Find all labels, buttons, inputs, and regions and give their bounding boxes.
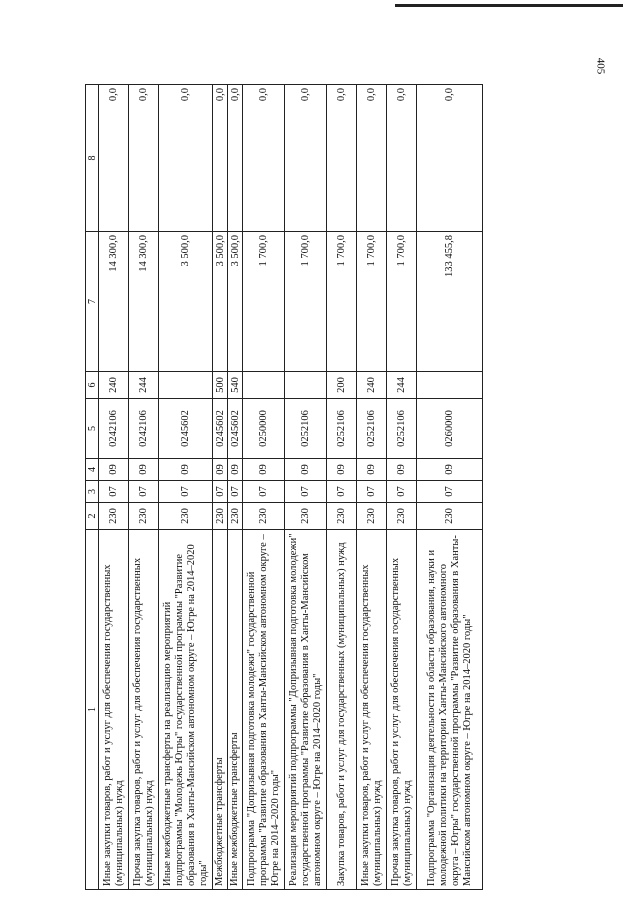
header-cell: 1 (86, 530, 99, 890)
row-cell-c6 (285, 372, 327, 399)
table-row (228, 85, 243, 890)
row-cell-c4: 09 (159, 459, 213, 481)
row-cell-c5: 0252106 (285, 399, 327, 459)
row-cell-c2: 230 (417, 503, 483, 530)
row-cell-c2: 230 (228, 503, 243, 530)
row-cell-c4: 09 (417, 459, 483, 481)
row-cell-c6: 540 (228, 372, 243, 399)
row-cell-c5: 0245602 (213, 399, 228, 459)
row-cell-c4: 09 (129, 459, 159, 481)
row-cell-c3: 07 (159, 481, 213, 503)
row-cell-c6: 240 (357, 372, 387, 399)
row-cell-c2: 230 (243, 503, 285, 530)
table-row (357, 85, 387, 890)
row-cell-c4: 09 (213, 459, 228, 481)
row-cell-c8: 0,0 (129, 85, 159, 232)
row-cell-c2: 230 (129, 503, 159, 530)
page-number: 405 (594, 57, 607, 75)
row-cell-c8: 0,0 (285, 85, 327, 232)
table-body (99, 85, 483, 890)
row-description: Прочая закупка товаров, работ и услуг для обеспечения государственных (муниципальных) нужд (129, 530, 159, 890)
row-cell-c6 (159, 372, 213, 399)
rotated-budget-table (85, 85, 530, 890)
header-cell: 3 (86, 481, 99, 503)
row-cell-c7: 1 700,0 (357, 232, 387, 372)
row-description: Иные закупки товаров, работ и услуг для обеспечения государственных (муниципальных) нужд (357, 530, 387, 890)
header-cell: 2 (86, 503, 99, 530)
row-description: Подпрограмма "Допризывная подготовка молодежи" государственной программы "Развитие образования в Ханты-Мансийском автономном округе – Югре на 2014–2020 годы" (243, 530, 285, 890)
row-cell-c5: 0242106 (129, 399, 159, 459)
table-row (243, 85, 285, 890)
row-cell-c6 (417, 372, 483, 399)
header-cell: 6 (86, 372, 99, 399)
row-cell-c3: 07 (99, 481, 129, 503)
row-cell-c4: 09 (327, 459, 357, 481)
row-cell-c2: 230 (327, 503, 357, 530)
row-cell-c3: 07 (387, 481, 417, 503)
row-cell-c5: 0250000 (243, 399, 285, 459)
row-cell-c6: 240 (99, 372, 129, 399)
row-cell-c6 (243, 372, 285, 399)
row-cell-c8: 0,0 (357, 85, 387, 232)
row-cell-c3: 07 (213, 481, 228, 503)
table-row (159, 85, 213, 890)
row-cell-c6: 200 (327, 372, 357, 399)
row-cell-c7: 1 700,0 (285, 232, 327, 372)
table-row (327, 85, 357, 890)
row-description: Иные закупки товаров, работ и услуг для обеспечения государственных (муниципальных) нужд (99, 530, 129, 890)
row-description: Реализация мероприятий подпрограммы "Допризывная подготовка молодежи" государственной программы "Развитие образования в Ханты-Мансийском автономном округе – Югре на 2014–2020 годы" (285, 530, 327, 890)
header-cell: 8 (86, 85, 99, 232)
row-cell-c7: 1 700,0 (327, 232, 357, 372)
table-row (99, 85, 129, 890)
top-rule (395, 4, 623, 7)
row-cell-c2: 230 (213, 503, 228, 530)
row-cell-c5: 0260000 (417, 399, 483, 459)
row-cell-c8: 0,0 (159, 85, 213, 232)
row-cell-c4: 09 (243, 459, 285, 481)
row-cell-c8: 0,0 (387, 85, 417, 232)
table-row (417, 85, 483, 890)
row-cell-c7: 3 500,0 (213, 232, 228, 372)
row-cell-c7: 1 700,0 (387, 232, 417, 372)
row-cell-c8: 0,0 (213, 85, 228, 232)
row-cell-c4: 09 (285, 459, 327, 481)
row-cell-c5: 0245602 (159, 399, 213, 459)
row-cell-c6: 500 (213, 372, 228, 399)
row-cell-c5: 0242106 (99, 399, 129, 459)
row-cell-c7: 14 300,0 (99, 232, 129, 372)
table-row (387, 85, 417, 890)
row-cell-c2: 230 (387, 503, 417, 530)
row-cell-c3: 07 (417, 481, 483, 503)
header-cell: 5 (86, 399, 99, 459)
row-description: Подпрограмма "Организация деятельности в области образования, науки и молодежной политики на территории Ханты-Мансийского автономного округа – Югры" государственной программы "Развитие образования в Ханты-Мансийском автономном округе – Югре на 2014–2020 годы" (417, 530, 483, 890)
header-row (86, 85, 99, 890)
row-cell-c3: 07 (357, 481, 387, 503)
header-cell: 7 (86, 232, 99, 372)
row-cell-c2: 230 (285, 503, 327, 530)
row-cell-c5: 0252106 (357, 399, 387, 459)
header-cell: 4 (86, 459, 99, 481)
row-cell-c2: 230 (159, 503, 213, 530)
row-cell-c3: 07 (243, 481, 285, 503)
row-cell-c3: 07 (285, 481, 327, 503)
row-cell-c5: 0245602 (228, 399, 243, 459)
row-cell-c4: 09 (99, 459, 129, 481)
row-cell-c4: 09 (357, 459, 387, 481)
row-description: Закупка товаров, работ и услуг для государственных (муниципальных) нужд (327, 530, 357, 890)
row-cell-c2: 230 (99, 503, 129, 530)
row-cell-c7: 3 500,0 (228, 232, 243, 372)
row-cell-c4: 09 (228, 459, 243, 481)
row-cell-c8: 0,0 (99, 85, 129, 232)
row-cell-c7: 14 300,0 (129, 232, 159, 372)
row-cell-c7: 133 455,8 (417, 232, 483, 372)
row-cell-c8: 0,0 (327, 85, 357, 232)
table-row (285, 85, 327, 890)
row-cell-c7: 3 500,0 (159, 232, 213, 372)
row-description: Прочая закупка товаров, работ и услуг для обеспечения государственных (муниципальных) нужд (387, 530, 417, 890)
row-cell-c2: 230 (357, 503, 387, 530)
row-cell-c6: 244 (129, 372, 159, 399)
row-cell-c8: 0,0 (243, 85, 285, 232)
row-cell-c5: 0252106 (387, 399, 417, 459)
row-cell-c8: 0,0 (228, 85, 243, 232)
budget-table (85, 84, 483, 890)
row-cell-c3: 07 (327, 481, 357, 503)
table-row (129, 85, 159, 890)
row-cell-c3: 07 (129, 481, 159, 503)
row-description: Иные межбюджетные трансферты (228, 530, 243, 890)
row-cell-c4: 09 (387, 459, 417, 481)
row-description: Иные межбюджетные трансферты на реализацию мероприятий подпрограммы "Молодежь Югры" государственной программы "Развитие образования в Ханты-Мансийском автономном округе – Югре на 2014–2020 годы" (159, 530, 213, 890)
table-row (213, 85, 228, 890)
row-description: Межбюджетные трансферты (213, 530, 228, 890)
row-cell-c7: 1 700,0 (243, 232, 285, 372)
row-cell-c5: 0252106 (327, 399, 357, 459)
row-cell-c8: 0,0 (417, 85, 483, 232)
row-cell-c6: 244 (387, 372, 417, 399)
row-cell-c3: 07 (228, 481, 243, 503)
